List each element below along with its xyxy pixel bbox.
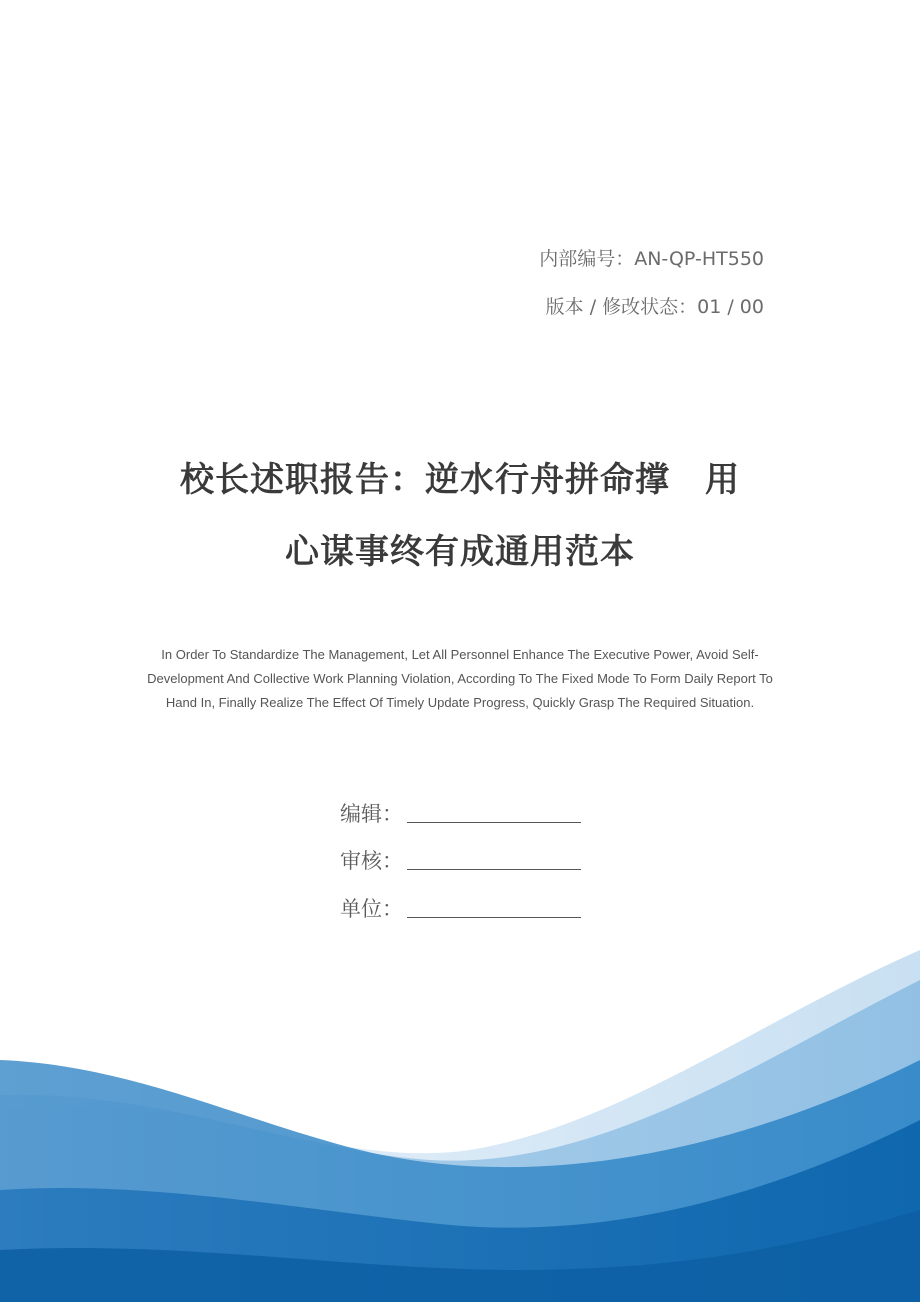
unit-label: 单位： bbox=[340, 897, 403, 921]
internal-code: 内部编号：AN-QP-HT550 bbox=[539, 248, 764, 270]
unit-blank-line bbox=[407, 917, 581, 918]
reviewer-blank-line bbox=[407, 869, 581, 870]
editor-label: 编辑： bbox=[340, 802, 403, 826]
editor-blank-line bbox=[407, 822, 581, 823]
document-title-line-1: 校长述职报告：逆水行舟拼命撑 用 bbox=[180, 460, 740, 500]
editor-field bbox=[340, 798, 581, 828]
english-subtitle: In Order To Standardize The Management, Let All Personnel Enhance The Executive Power, Avoid Self-Development And Collective Work Planning Violation, According To The Fixed Mode To Form Daily Report To Hand In, Finally Realize The Effect Of Timely Update Progress, Quickly Grasp The Required Situation. bbox=[147, 647, 773, 710]
reviewer-label: 审核： bbox=[340, 849, 403, 873]
document-title-line-2: 心谋事终有成通用范本 bbox=[285, 532, 635, 572]
version-status: 版本 / 修改状态：01 / 00 bbox=[545, 296, 764, 318]
unit-field bbox=[340, 893, 581, 923]
blue-wave-decoration bbox=[0, 940, 920, 1302]
reviewer-field bbox=[340, 845, 581, 875]
